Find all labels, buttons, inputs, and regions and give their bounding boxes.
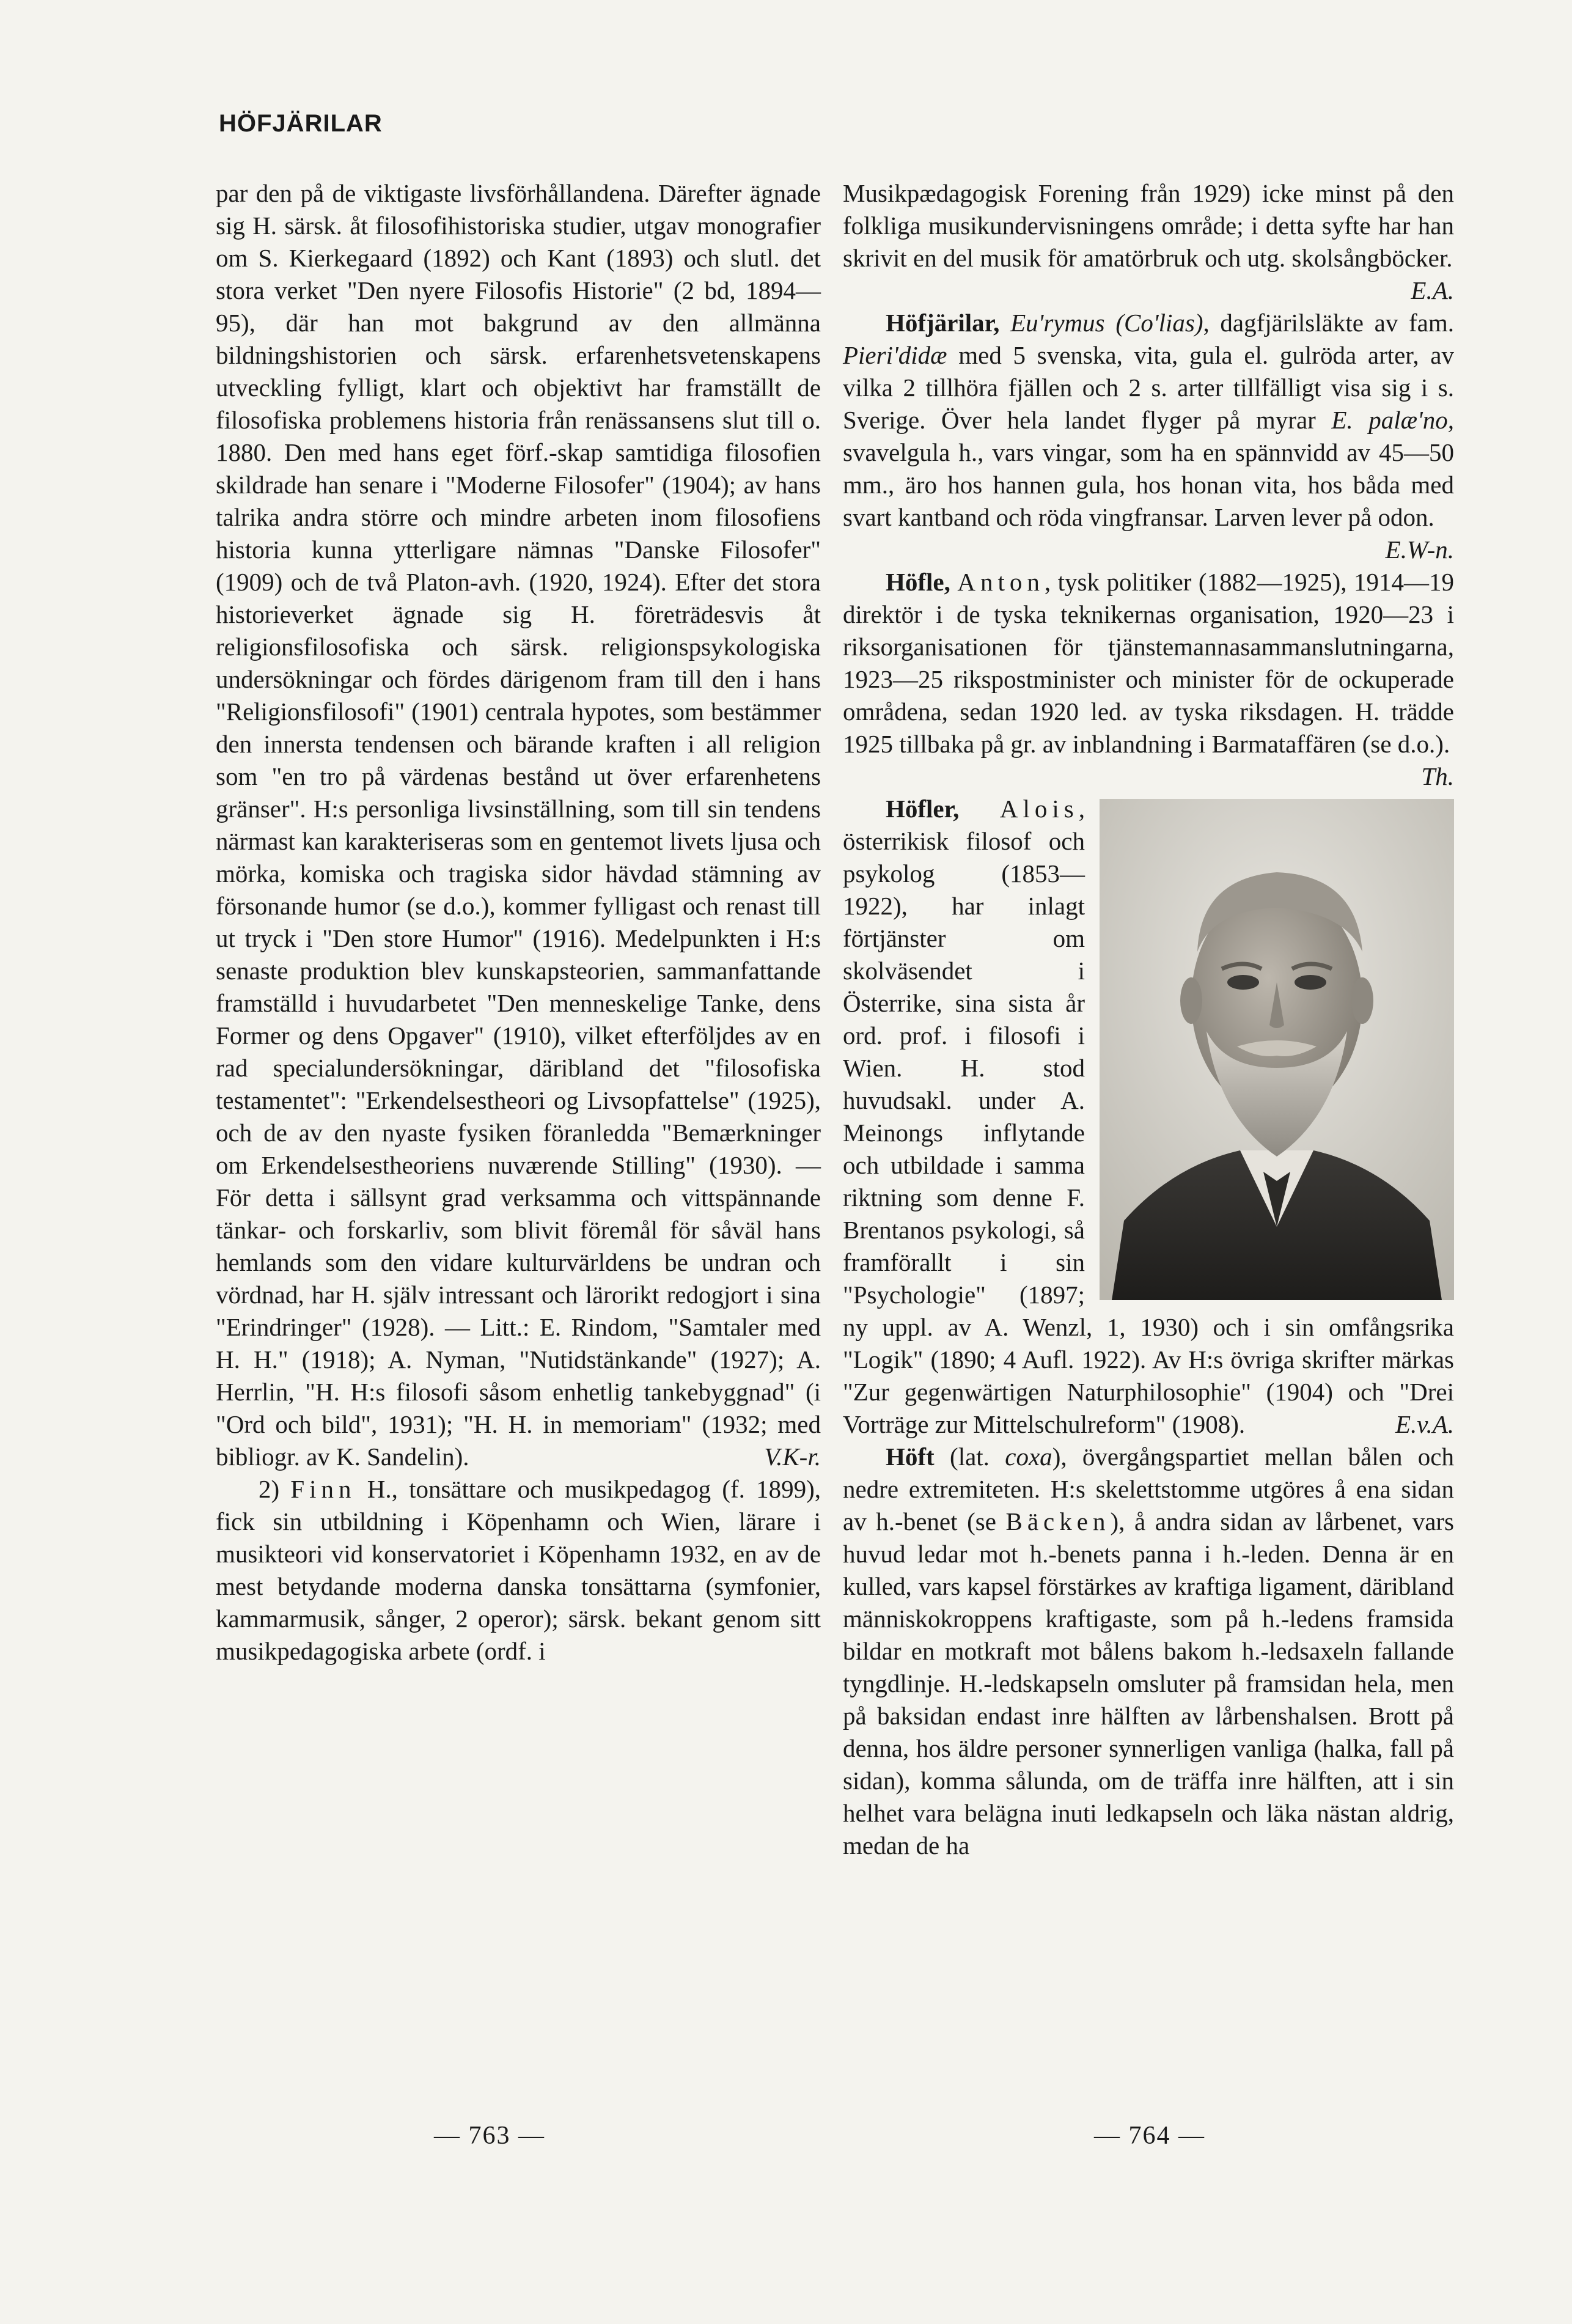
page-number-right: — 764 —: [1094, 2122, 1205, 2150]
entry-text: ), å andra sidan av lårbenet, vars huvud ledar mot h.-benets panna i h.-leden. Denna är en kulled, vars kapsel förstärkes av kraftiga ligament, däribland människokroppens kraftigaste, som på h.-ledens framsida bildar en motkraft mot bålens bakom h.-ledsaxeln fallande tyngdlinje. H.-ledskapseln omsluter på framsidan hela, men på baksidan endast inre hälften av lårbenshalsen. Brott på denna, hos äldre personer synnerligen vanliga (halka, fall på sidan), komma sålunda, om de träffa inre hälften, att i sin helhet vara belägna inuti ledkapseln och läka nästan aldrig, medan de ha: [843, 1507, 1455, 1859]
latin-name: Eu'rymus: [1010, 309, 1105, 337]
entry-name: Finn: [290, 1475, 356, 1503]
paragraph-text: Musikpædagogisk Forening från 1929) icke minst på den folkliga musikundervisningens område; i detta syfte har han skrivit en del musik för amatörbruk och utg. skolsångböcker.: [843, 179, 1454, 272]
entry-hofle: [843, 566, 1455, 790]
author-signature: E.v.A.: [1395, 1410, 1454, 1438]
portrait-photo: [1100, 799, 1454, 1300]
entry-text: med 5 svenska, vita, gula el. gulröda arter, av vilka 2 tillhöra fjällen och 2 s. arter tillfälligt visa sig i s. Sverige. Över hela landet flyger på myrar: [843, 341, 1454, 434]
entry-hofjarilar: [843, 307, 1455, 564]
latin-name: coxa: [1005, 1443, 1052, 1471]
entry-number: 2): [259, 1475, 280, 1503]
paragraph-hoffding-works: [216, 177, 821, 1473]
entry-headword: Höfjärilar,: [886, 309, 1000, 337]
left-column: [216, 177, 821, 1668]
cross-reference: Bäcken: [1005, 1507, 1111, 1535]
author-signature: V.K-r.: [764, 1443, 821, 1471]
portrait-image: [1100, 799, 1454, 1300]
entry-text: , österrikisk filosof och psykolog (1853—1922), har inlagt förtjänster om skolväsendet i Österrike, sina sista år ord. prof. i filosofi i Wien. H. stod huvudsakl. under A. Meinongs inflytande och utbildade i samma riktning som denne F. Brentanos psykologi, så framförallt i sin "Psychologie" (1897; ny uppl. av A. Wenzl, 1, 1930) och i sin omfångsrika "Logik" (1890; 4 Aufl. 1922). Av H:s övriga skrifter märkas "Zur gegenwärtigen Naturphilosophie" (1904) och "Drei Vorträge zur Mittelschulreform" (1908).: [843, 795, 1454, 1438]
entry-text: , tysk politiker (1882—1925), 1914—19 direktör i de tyska teknikernas organisation, 1920—23 i riksorganisationen för tjänstemannasammanslutningarna, 1923—25 rikspostminister och minister för de ockuperade områdena, sedan 1920 led. av tyska riksdagen. H. trädde 1925 tillbaka på gr. av inblandning i Barmataffären (se d.o.).: [843, 568, 1455, 758]
entry-text: (lat.: [950, 1443, 990, 1471]
paragraph-text: H., tonsättare och musikpedagog (f. 1899), fick sin utbildning i Köpenhamn och Wien, lärare i musikteori vid konservatoriet i Köpenhamn 1932, en av de mest betydande moderna danska tonsättarna (symfonier, kammarmusik, sånger, 2 operor); särsk. bekant genom sitt musikpedagogiska arbete (ordf. i: [216, 1475, 821, 1665]
entry-text: , dagfjärilsläkte av fam.: [1203, 309, 1455, 337]
running-title: HÖFJÄRILAR: [219, 110, 383, 137]
author-signature: Th.: [1421, 762, 1454, 790]
entry-headword: Höft: [886, 1443, 935, 1471]
species-name: E. palæ'no,: [1331, 406, 1455, 434]
entry-hoft: [843, 1441, 1454, 1862]
entry-headword: Höfler,: [886, 795, 960, 823]
entry-name: Alois: [999, 795, 1079, 823]
entry-text: ), övergångspartiet mellan bålen och nedre extremiteten. H:s skelettstomme utgöres å ena sidan av h.-benet (se: [843, 1443, 1454, 1535]
entry-hofler: [843, 793, 1454, 1441]
author-signature: E.W-n.: [1385, 535, 1454, 564]
paragraph-continuation: [843, 177, 1454, 304]
family-name: Pieri'didæ: [843, 341, 947, 369]
entry-text: svavelgula h., vars vingar, som ha en spännvidd av 45—50 mm., äro hos hannen gula, hos honan vita, hos båda med svart kantband och röda vingfransar. Larven lever på odon.: [843, 438, 1454, 531]
entry-name: Anton: [957, 568, 1045, 596]
entry-headword: Höfle,: [886, 568, 950, 596]
author-signature: E.A.: [1411, 276, 1454, 304]
right-column: [843, 177, 1454, 1862]
page-number-left: — 763 —: [434, 2122, 545, 2150]
paragraph-finn-hoffding: [216, 1473, 821, 1668]
paragraph-text: par den på de viktigaste livsförhållandena. Därefter ägnade sig H. särsk. åt filosofihistoriska studier, utgav monografier om S. Kierkegaard (1892) och Kant (1893) och slutl. det stora verket "Den nyere Filosofis Historie" (2 bd, 1894—95), där han mot bakgrund av den allmänna bildningshistorien och särsk. erfarenhetsvetenskapens utveckling fylligt, klart och objektivt har framställt de filosofiska problemens historia från renässansens slut till o. 1880. Den med hans eget förf.-skap samtidiga filosofien skildrade han senare i "Moderne Filosofer" (1904); av hans talrika andra större och mindre arbeten inom filosofiens historia kunna ytterligare nämnas "Danske Filosofer" (1909) och de två Platon-avh. (1920, 1924). Efter det stora historieverket ägnade sig H. företrädesvis åt religionsfilosofiska och särsk. religionspsykologiska undersökningar och fördes därigenom fram till den i hans "Religionsfilosofi" (1901) centrala hypotes, som bestämmer den innersta tendensen och bärande kraften i all religion som "en tro på värdenas bestånd ut över erfarenhetens gränser". H:s personliga livsinställning, som till sin tendens närmast kan karakteriseras som en gentemot livets ljusa och mörka, komiska och tragiska sidor hävdad stämning av försonande humor (se d.o.), kommer fylligast och renast till ut tryck i "Den store Humor" (1916). Medelpunkten i H:s senaste produktion blev kunskapsteorien, sammanfattande framställd i huvudarbetet "Den menneskelige Tanke, dens Former og dens Opgaver" (1910), vilket efterföljdes av en rad specialundersökningar, däribland det "filosofiska testamentet": "Erkendelsestheori og Livsopfattelse" (1925), och de av den nyaste fysiken föranledda "Bemærkninger om Erkendelsestheoriens nuværende Stilling" (1930). — För detta i sällsynt grad verksamma och vittspännande tänkar- och forskarliv, som blivit föremål för såväl hans hemlands som den vidare kulturvärldens be undran och vördnad, har H. själv intressant och lärorikt redogjort i sina "Erindringer" (1928). — Litt.: E. Rindom, "Samtaler med H. H." (1918); A. Nyman, "Nutidstänkande" (1927); A. Herrlin, "H. H:s filosofi såsom enhetlig tankebyggnad" (i "Ord och bild", 1931); "H. H. in memoriam" (1932; med bibliogr. av K. Sandelin).: [216, 179, 821, 1471]
latin-name: (Co'lias): [1115, 309, 1203, 337]
